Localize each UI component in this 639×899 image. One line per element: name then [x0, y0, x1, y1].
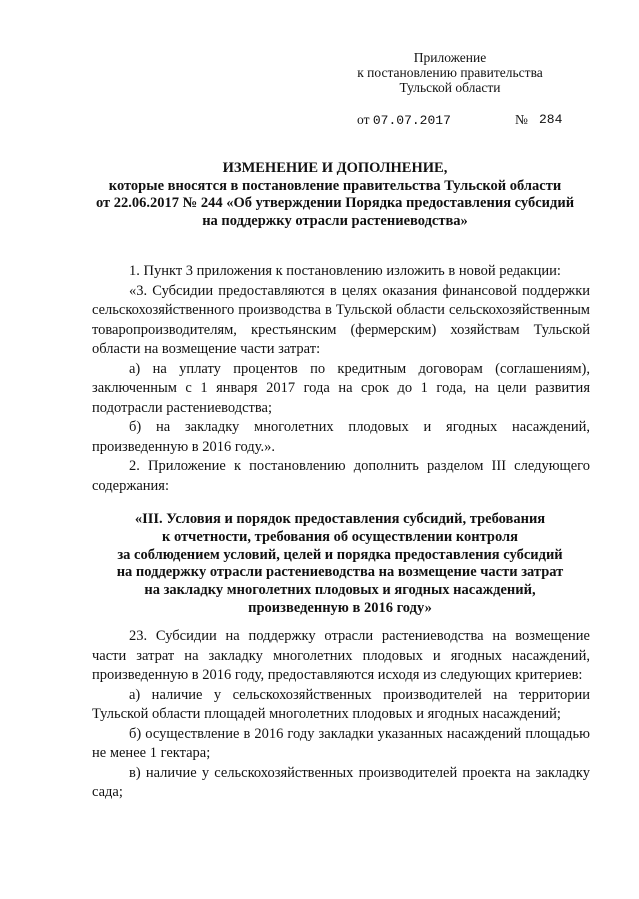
date-prefix: от: [357, 112, 370, 127]
appendix-region: Тульской области: [399, 80, 501, 95]
paragraph-criterion-c: в) наличие у сельскохозяйственных производителей проекта на закладку сада;: [92, 764, 590, 800]
title-line-4: на поддержку отрасли растениеводства»: [202, 212, 468, 229]
paragraph-item-23: 23. Субсидии на поддержку отрасли растениеводства на возмещение части затрат на закладку многолетних плодовых и ягодных насаждений, произведенную в 2016 году, предоставляются исходя из следующих критериев:: [92, 628, 590, 683]
title-line-2: которые вносятся в постановление правительства Тульской области: [108, 177, 562, 194]
title-line-1: ИЗМЕНЕНИЕ И ДОПОЛНЕНИЕ,: [222, 160, 448, 176]
document-date: 07.07.2017: [372, 113, 451, 128]
section-title-line-2: к отчетности, требования об осуществлении контроля: [161, 528, 519, 545]
date-number-line: [357, 112, 563, 128]
section-title-line-4: на поддержку отрасли растениеводства на возмещение части затрат: [116, 564, 564, 581]
number-sign: №: [515, 112, 528, 127]
title-line-3: от 22.06.2017 № 244 «Об утверждении Порядка предоставления субсидий: [95, 195, 575, 211]
document-title: [80, 160, 590, 230]
section-title-line-6: произведенную в 2016 году»: [248, 599, 432, 616]
section-title-line-3: за соблюдением условий, целей и порядка предоставления субсидий: [117, 546, 563, 563]
appendix-label: Приложение: [413, 50, 487, 65]
paragraph-criterion-b: б) осуществление в 2016 году закладки указанных насаждений площадью не менее 1 гектара;: [92, 725, 590, 761]
body-section-1: [92, 262, 590, 496]
section-iii-title: [80, 511, 600, 618]
body-section-2: [92, 627, 590, 803]
appendix-ref: к постановлению правительства: [357, 65, 543, 80]
paragraph-point-3: «3. Субсидии предоставляются в целях оказания финансовой поддержки сельскохозяйственного производства в Тульской области сельскохозяйственным товаропроизводителям, крестьянским (фермерским) хозяйствам Тульской области на возмещение части затрат:: [92, 282, 590, 357]
paragraph-item-2: 2. Приложение к постановлению дополнить разделом III следующего содержания:: [92, 458, 590, 494]
appendix-header: [330, 50, 570, 95]
paragraph-criterion-a: а) наличие у сельскохозяйственных производителей на территории Тульской области площадей многолетних плодовых и ягодных насаждений;: [92, 686, 590, 722]
paragraph-subpoint-a: а) на уплату процентов по кредитным договорам (соглашениям), заключенным с 1 января 2017 года на срок до 1 года, на цели развития подотрасли растениеводства;: [92, 360, 590, 416]
paragraph-subpoint-b: б) на закладку многолетних плодовых и ягодных насаждений, произведенную в 2016 году.».: [92, 419, 590, 455]
section-title-line-5: на закладку многолетних плодовых и ягодных насаждений,: [144, 582, 536, 599]
paragraph-item-1: 1. Пункт 3 приложения к постановлению изложить в новой редакции:: [129, 263, 561, 279]
section-title-line-1: «III. Условия и порядок предоставления субсидий, требования: [134, 511, 546, 527]
document-number: 284: [539, 112, 563, 127]
